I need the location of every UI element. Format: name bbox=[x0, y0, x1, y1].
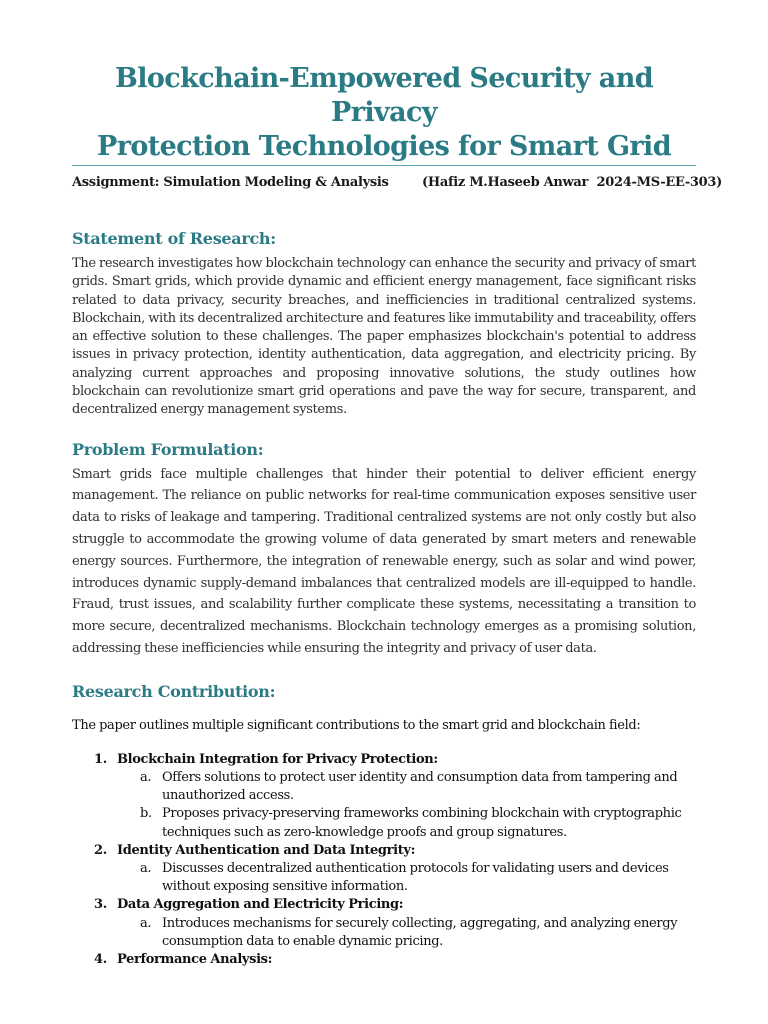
item-number: 2. bbox=[94, 842, 107, 858]
sub-letter: b. bbox=[140, 806, 152, 822]
sub-list bbox=[117, 769, 696, 842]
sub-item bbox=[117, 860, 682, 896]
item-title: Blockchain Integration for Privacy Protection: bbox=[117, 751, 438, 767]
title-line-2: Protection Technologies for Smart Grid bbox=[97, 131, 671, 162]
contribution-item bbox=[72, 751, 696, 842]
document-page bbox=[72, 62, 723, 969]
contribution-item bbox=[72, 951, 696, 969]
contribution-item bbox=[72, 842, 696, 897]
statement-heading: Statement of Research: bbox=[72, 229, 276, 248]
contribution-list bbox=[72, 751, 696, 969]
contribution-heading: Research Contribution: bbox=[72, 681, 276, 701]
document-title bbox=[72, 62, 696, 164]
sub-item bbox=[117, 769, 682, 805]
sub-letter: a. bbox=[140, 915, 152, 931]
title-line-1: Blockchain-Empowered Security and Privacy bbox=[114, 63, 654, 128]
sub-item bbox=[117, 805, 682, 841]
problem-heading: Problem Formulation: bbox=[72, 439, 264, 459]
contribution-intro: The paper outlines multiple significant contributions to the smart grid and blockchain field: bbox=[72, 717, 641, 733]
item-title: Performance Analysis: bbox=[117, 952, 273, 968]
sub-letter: a. bbox=[140, 770, 152, 786]
author-info: (Hafiz M.Haseeb Anwar 2024-MS-EE-303) bbox=[422, 175, 723, 190]
sub-text: Offers solutions to protect user identity and consumption data from tampering and unauthorized access. bbox=[162, 770, 678, 804]
assignment-label: Assignment: Simulation Modeling & Analysis bbox=[72, 175, 389, 190]
item-title: Identity Authentication and Data Integrity: bbox=[117, 842, 416, 858]
item-number: 4. bbox=[94, 952, 107, 968]
item-number: 3. bbox=[94, 897, 107, 913]
sub-text: Introduces mechanisms for securely collecting, aggregating, and analyzing energy consumption data to enable dynamic pricing. bbox=[162, 915, 678, 949]
statement-paragraph: The research investigates how blockchain technology can enhance the security and privacy of smart grids. Smart grids, which provide dynamic and efficient energy management, face significant risks related to data privacy, security breaches, and inefficiencies in traditional centralized systems. Blockchain, with its decentralized architecture and features like immutability and traceability, offers an effective solution to these challenges. The paper emphasizes blockchain's potential to address issues in privacy protection, identity authentication, data aggregation, and electricity pricing. By analyzing current approaches and proposing innovative solutions, the study outlines how blockchain can revolutionize smart grid operations and pave the way for secure, transparent, and decentralized energy management systems. bbox=[72, 256, 696, 418]
title-divider bbox=[72, 165, 696, 166]
sub-list bbox=[117, 860, 696, 896]
assignment-row bbox=[72, 175, 723, 195]
sub-text: Proposes privacy-preserving frameworks combining blockchain with cryptographic techniques such as zero-knowledge proofs and group signatures. bbox=[162, 806, 682, 840]
problem-paragraph: Smart grids face multiple challenges that hinder their potential to deliver efficient energy management. The reliance on public networks for real-time communication exposes sensitive user data to risks of leakage and tampering. Traditional centralized systems are not only costly but also struggle to accommodate the growing volume of data generated by smart meters and renewable energy sources. Furthermore, the integration of renewable energy, such as solar and wind power, introduces dynamic supply-demand imbalances that centralized models are ill-equipped to handle. Fraud, trust issues, and scalability further complicate these systems, necessitating a transition to more secure, decentralized mechanisms. Blockchain technology emerges as a promising solution, addressing these inefficiencies while ensuring the integrity and privacy of user data. bbox=[72, 466, 696, 657]
sub-letter: a. bbox=[140, 861, 152, 877]
contribution-item bbox=[72, 896, 696, 951]
sub-list bbox=[117, 915, 696, 951]
sub-item bbox=[117, 915, 682, 951]
item-number: 1. bbox=[94, 751, 107, 767]
item-title: Data Aggregation and Electricity Pricing: bbox=[117, 897, 404, 913]
sub-text: Discusses decentralized authentication protocols for validating users and devices without exposing sensitive information. bbox=[162, 861, 669, 895]
